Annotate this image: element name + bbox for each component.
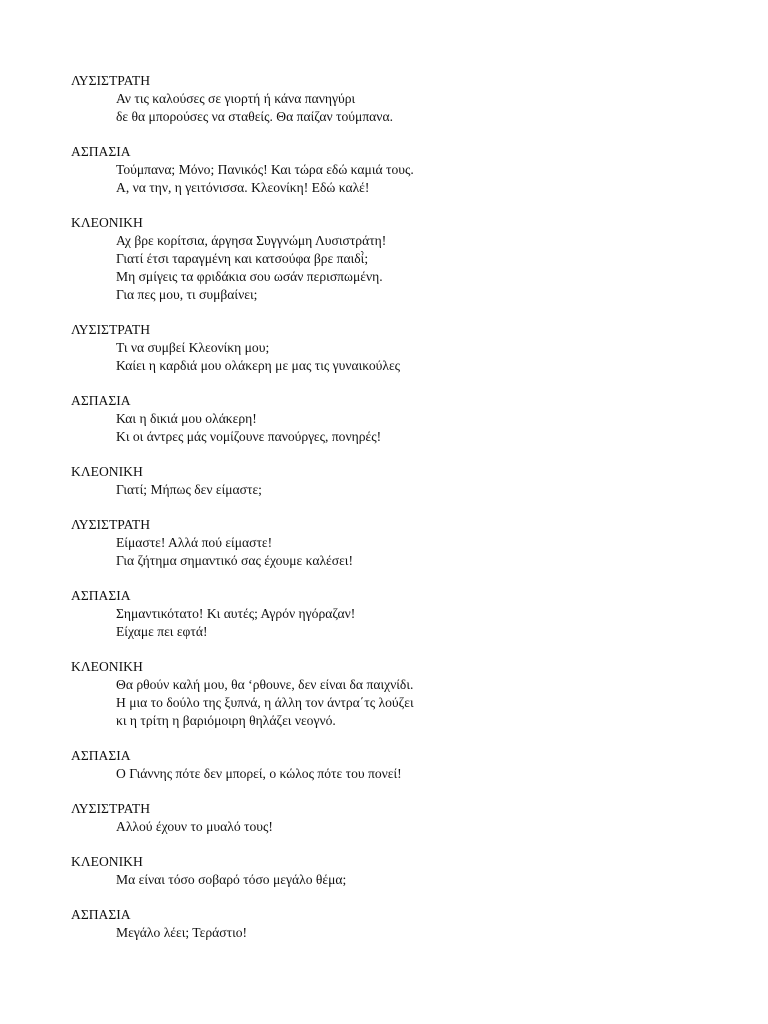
dialogue-line: Καίει η καρδιά μου ολάκερη με μας τις γυναικούλες (116, 358, 401, 373)
speaker-name: ΑΣΠΑΣΙΑ (71, 588, 131, 603)
dialogue-line: Είμαστε! Αλλά πού είμαστε! (116, 535, 273, 550)
dialogue-block (71, 463, 711, 499)
speaker-name: ΛΥΣΙΣΤΡΑΤΗ (71, 322, 151, 337)
dialogue-line: Και η δικιά μου ολάκερη! (116, 411, 257, 426)
dialogue-line: Κι οι άντρες μάς νομίζουνε πανούργες, πονηρές! (116, 429, 382, 444)
dialogue-line: Γιατί έτσι ταραγμένη και κατσούφα βρε παιδί̀; (116, 251, 369, 266)
dialogue-block (71, 392, 711, 446)
speaker-name: ΚΛΕΟΝΙΚΗ (71, 464, 143, 479)
dialogue-line: Σημαντικότατο! Κι αυτές; Αγρόν ηγόραζαν! (116, 606, 356, 621)
dialogue-line: Είχαμε πει εφτά! (116, 624, 208, 639)
dialogue-block (71, 516, 711, 570)
dialogue-block (71, 906, 711, 942)
dialogue-line: Μη σμίγεις τα φριδάκια σου ωσάν περισπωμένη. (116, 269, 383, 284)
speaker-name: ΑΣΠΑΣΙΑ (71, 144, 131, 159)
dialogue-line: Τούμπανα; Μόνο; Πανικός! Και τώρα εδώ καμιά τους. (116, 162, 414, 177)
dialogue-line: Αλλού έχουν το μυαλό τους! (116, 819, 273, 834)
speaker-name: ΑΣΠΑΣΙΑ (71, 907, 131, 922)
dialogue-line: δε θα μπορούσες να σταθείς. Θα παίζαν τούμπανα. (116, 109, 393, 124)
speaker-name: ΚΛΕΟΝΙΚΗ (71, 659, 143, 674)
dialogue-block (71, 853, 711, 889)
dialogue-line: Τι να συμβεί Κλεονίκη μου; (116, 340, 270, 355)
dialogue-line: Μεγάλο λέει; Τεράστιο! (116, 925, 248, 940)
dialogue-line: Η μια το δούλο της ξυπνά, η άλλη τον άντρα΄τς λούζει (116, 695, 414, 710)
dialogue-block (71, 72, 711, 126)
dialogue-line: Γιατί; Μήπως δεν είμαστε; (116, 482, 262, 497)
dialogue-line: Α, να την, η γειτόνισσα. Κλεονίκη! Εδώ καλέ! (116, 180, 370, 195)
dialogue-line: Ο Γιάννης πότε δεν μπορεί, ο κώλος πότε του πονεί! (116, 766, 402, 781)
script-text (71, 72, 711, 959)
dialogue-line: κι η τρίτη η βαριόμοιρη θηλάζει νεογνό. (116, 713, 336, 728)
dialogue-block (71, 800, 711, 836)
dialogue-block (71, 143, 711, 197)
dialogue-block (71, 214, 711, 304)
speaker-name: ΚΛΕΟΝΙΚΗ (71, 215, 143, 230)
speaker-name: ΑΣΠΑΣΙΑ (71, 393, 131, 408)
dialogue-line: Για ζήτημα σημαντικό σας έχουμε καλέσει! (116, 553, 353, 568)
speaker-name: ΚΛΕΟΝΙΚΗ (71, 854, 143, 869)
dialogue-line: Μα είναι τόσο σοβαρό τόσο μεγάλο θέμα; (116, 872, 347, 887)
dialogue-line: Αχ βρε κορίτσια, άργησα Συγγνώμη Λυσιστράτη! (116, 233, 387, 248)
dialogue-line: Θα ρθούν καλή μου, θα ‘ρθουνε, δεν είναι δα παιχνίδι. (116, 677, 414, 692)
dialogue-block (71, 747, 711, 783)
speaker-name: ΛΥΣΙΣΤΡΑΤΗ (71, 73, 151, 88)
dialogue-block (71, 658, 711, 730)
speaker-name: ΛΥΣΙΣΤΡΑΤΗ (71, 517, 151, 532)
dialogue-block (71, 587, 711, 641)
dialogue-line: Για πες μου, τι συμβαίνει; (116, 287, 258, 302)
speaker-name: ΛΥΣΙΣΤΡΑΤΗ (71, 801, 151, 816)
speaker-name: ΑΣΠΑΣΙΑ (71, 748, 131, 763)
dialogue-block (71, 321, 711, 375)
dialogue-line: Αν τις καλούσες σε γιορτή ή κάνα πανηγύρι (116, 91, 356, 106)
